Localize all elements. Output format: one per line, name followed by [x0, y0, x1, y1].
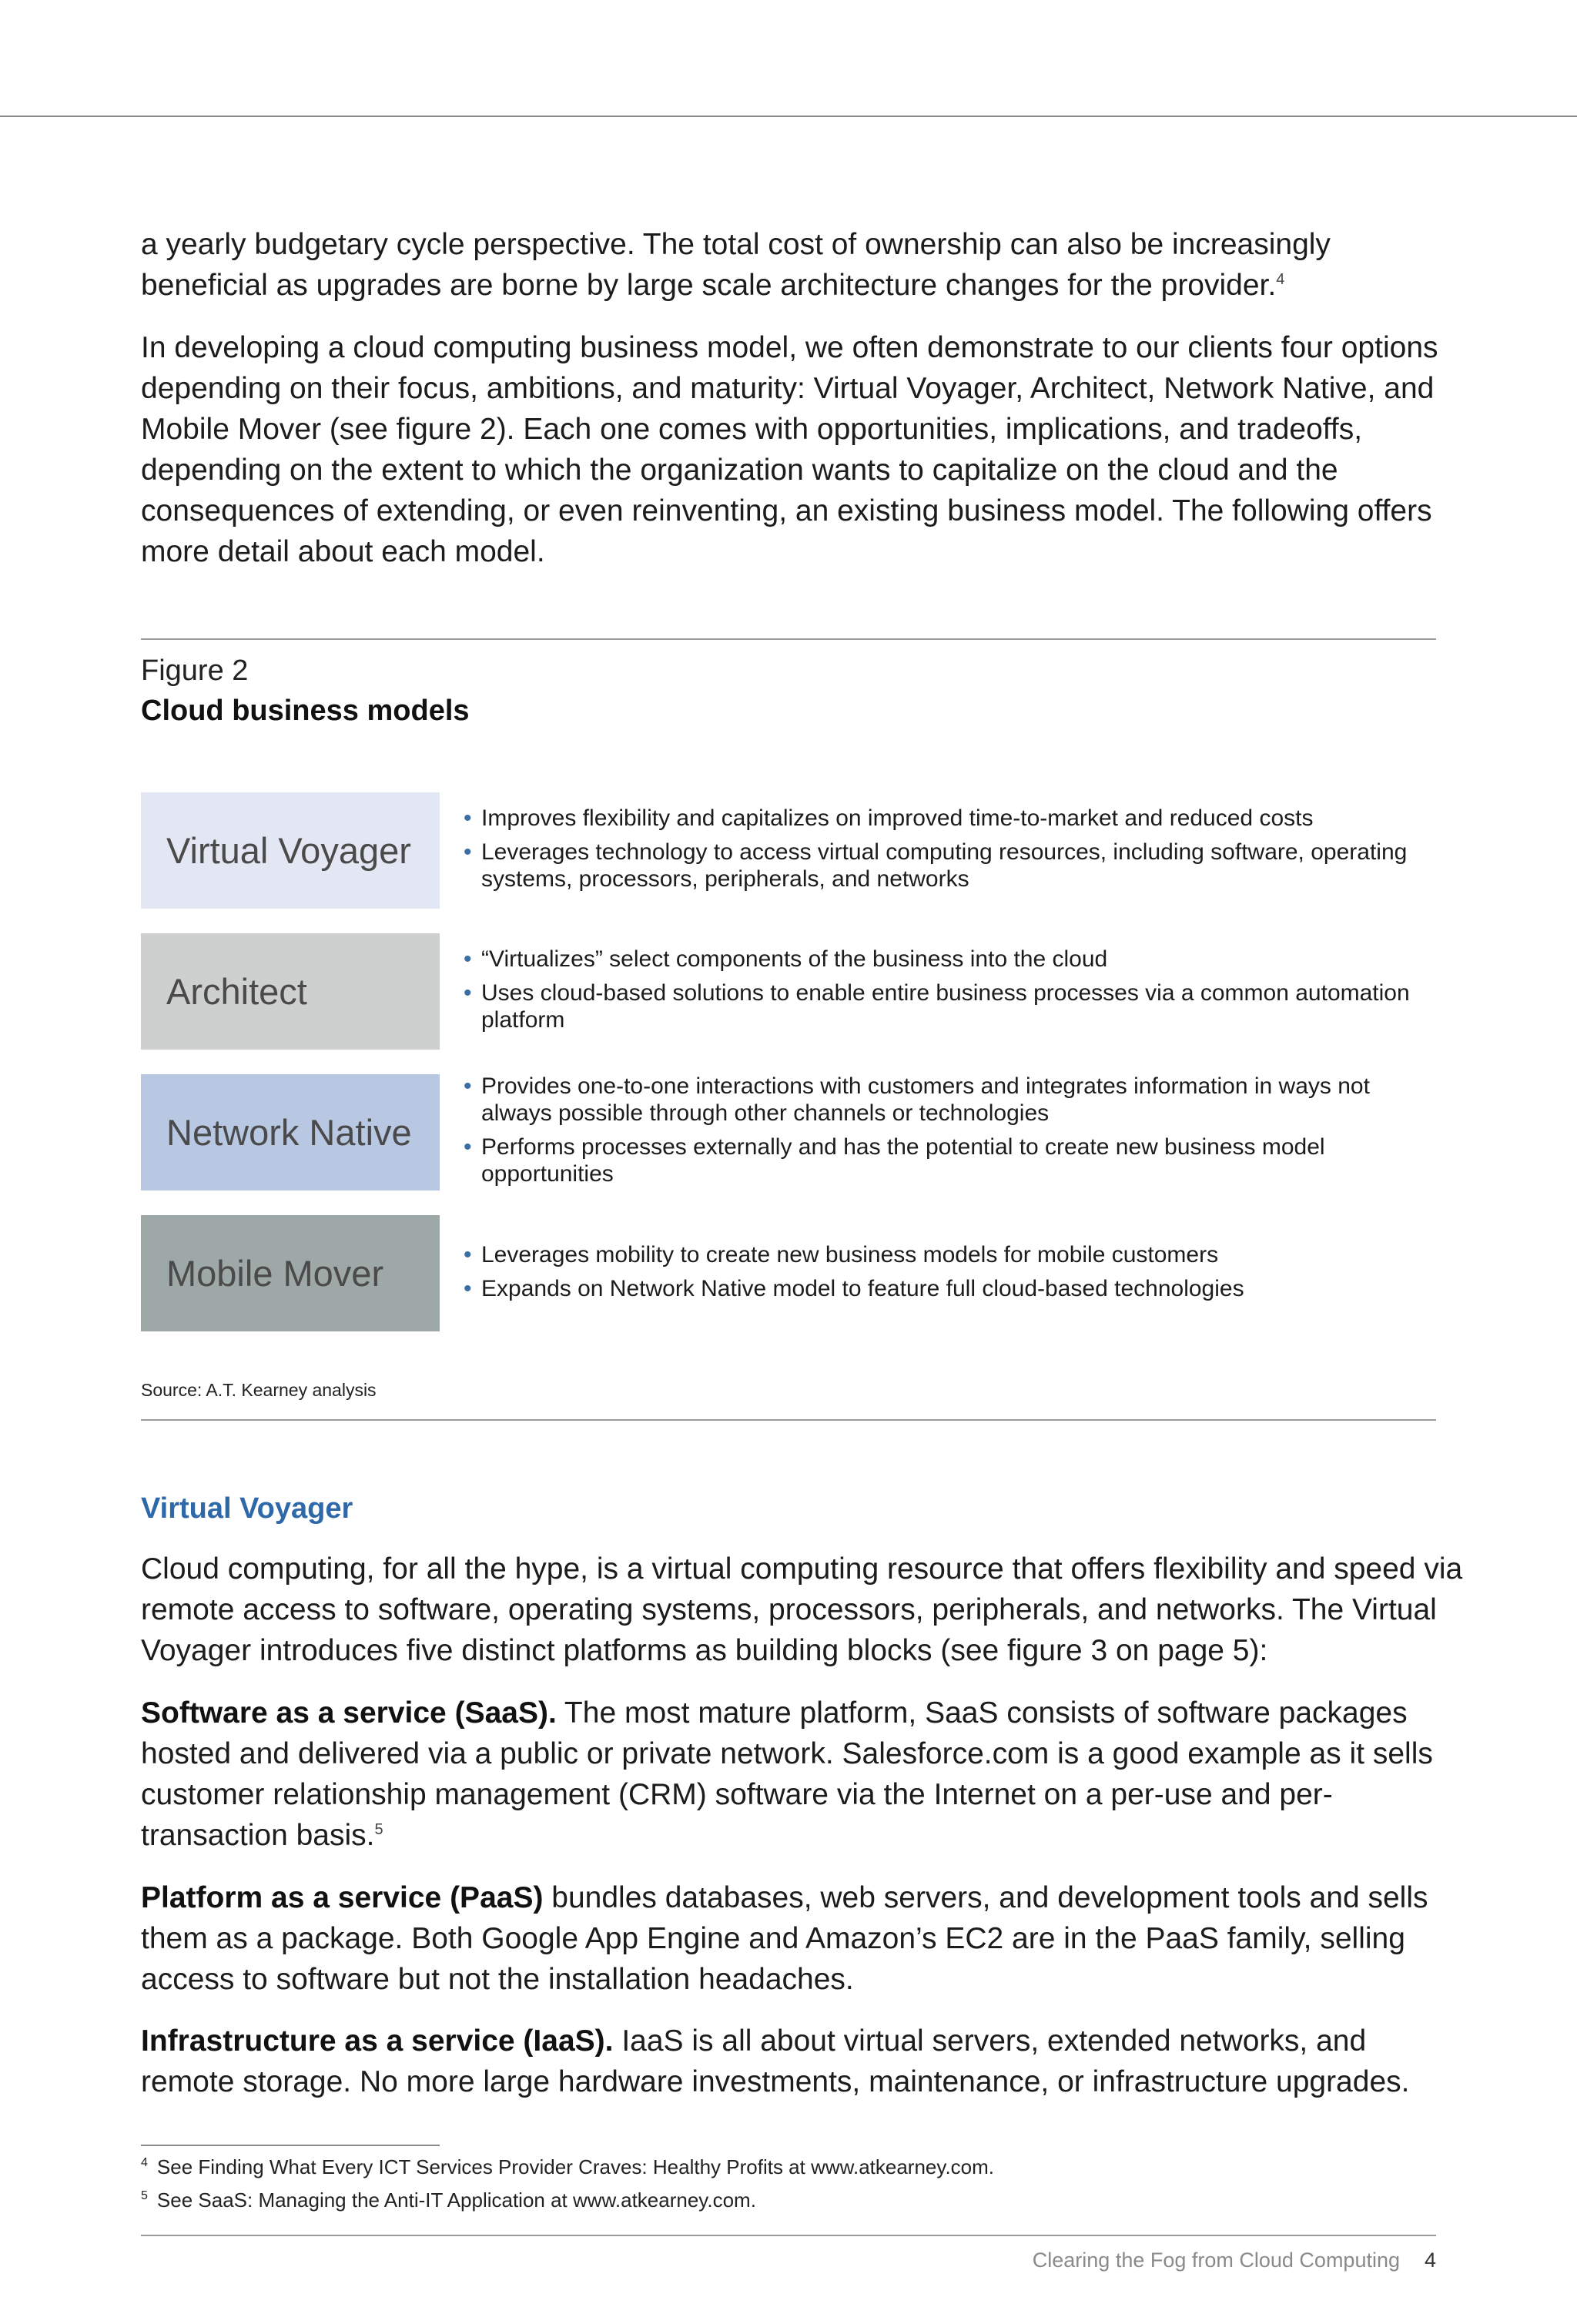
footnote-ref-4[interactable]: 4 — [1276, 271, 1285, 288]
footnote-ref-5[interactable]: 5 — [374, 1821, 383, 1838]
bullet-icon: • — [464, 1242, 472, 1267]
iaas-paragraph: Infrastructure as a service (IaaS). IaaS is all about virtual servers, extended networks, and remote storage. No more large hardware investments, maintenance, or infrastructure upgrades. — [141, 2024, 1410, 2098]
bullet-item: • Leverages technology to access virtual computing resources, including software, operating systems, processors, peripherals, and networks — [464, 839, 1408, 892]
bullet-icon: • — [464, 1134, 472, 1160]
iaas-term: Infrastructure as a service (IaaS). — [141, 2024, 614, 2058]
footer-rule — [141, 2235, 1436, 2236]
body-paragraph-2: In developing a cloud computing business model, we often demonstrate to our clients four options depending on their focus, ambitions, and maturity: Virtual Voyager, Architect, Network Native, and Mobile Mover (see figure 2). Each one comes with opportunities, implications, and tradeoffs, depending on the extent to which the organization wants to capitalize on the cloud and the consequences of extending, or even reinventing, an existing business model. The following offers more detail about each model. — [141, 331, 1438, 568]
model-bullets-network-native — [462, 1073, 1417, 1194]
bullet-icon: • — [464, 839, 472, 865]
model-bullets-architect — [462, 946, 1417, 1040]
body-paragraph-1: a yearly budgetary cycle perspective. The total cost of ownership can also be increasingly beneficial as upgrades are borne by large scale architecture changes for the provider.$^4$ — [141, 228, 1331, 302]
header-rule — [0, 116, 1577, 117]
bullet-item: • Provides one-to-one interactions with customers and integrates information in ways not always possible through other channels or technologies — [464, 1073, 1370, 1126]
bullet-item: • Leverages mobility to create new business models for mobile customers — [464, 1242, 1219, 1267]
figure-bottom-rule — [141, 1419, 1436, 1421]
bullet-icon: • — [464, 1276, 472, 1301]
bullet-icon: • — [464, 805, 472, 831]
figure-top-rule — [141, 638, 1436, 640]
body-paragraph-3: Cloud computing, for all the hype, is a virtual computing resource that offers flexibility and speed via remote access to software, operating systems, processors, peripherals, and networks. The Virtual Voyager introduces five distinct platforms as building blocks (see figure 3 on page 5): — [141, 1552, 1463, 1667]
model-box-mobile-mover: Mobile Mover — [141, 1215, 440, 1331]
page-number: 4 — [1424, 2249, 1436, 2272]
bullet-item: • Performs processes externally and has the potential to create new business model opportunities — [464, 1134, 1325, 1187]
footnote-4: $^4$ See Finding What Every ICT Services Provider Craves: Healthy Profits at www.atkearney.com. — [141, 2155, 995, 2178]
bullet-icon: • — [464, 946, 472, 972]
bullet-item: • “Virtualizes” select components of the business into the cloud — [464, 946, 1108, 972]
paas-paragraph: Platform as a service (PaaS) bundles databases, web servers, and development tools and sells them as a package. Both Google App Engine and Amazon’s EC2 are in the PaaS family, selling access to software but not the installation headaches. — [141, 1881, 1428, 1996]
model-box-virtual-voyager: Virtual Voyager — [141, 792, 440, 909]
model-bullets-virtual-voyager — [462, 805, 1417, 899]
footer-title: Clearing the Fog from Cloud Computing — [1032, 2249, 1400, 2272]
bullet-item: • Improves flexibility and capitalizes on improved time-to-market and reduced costs — [464, 805, 1314, 831]
figure-source: Source: A.T. Kearney analysis — [141, 1380, 377, 1400]
paas-term: Platform as a service (PaaS) — [141, 1881, 544, 1914]
model-box-architect: Architect — [141, 933, 440, 1050]
footnote-rule — [141, 2145, 440, 2146]
model-box-network-native: Network Native — [141, 1074, 440, 1190]
footnote-5: $^5$ See SaaS: Managing the Anti-IT Application at www.atkearney.com. — [141, 2188, 756, 2212]
bullet-item: • Expands on Network Native model to feature full cloud-based technologies — [464, 1276, 1244, 1301]
saas-paragraph: Software as a service (SaaS). The most mature platform, SaaS consists of software packages hosted and delivered via a public or private network. Salesforce.com is a good example as it sells customer relationship management (CRM) software via the Internet on a per-use and per-transaction basis.$^5$ — [141, 1696, 1433, 1852]
section-heading: Virtual Voyager — [141, 1492, 353, 1525]
model-bullets-mobile-mover — [462, 1241, 1417, 1309]
figure-title: Cloud business models — [141, 695, 470, 727]
bullet-item: • Uses cloud-based solutions to enable entire business processes via a common automation platform — [464, 980, 1410, 1033]
bullet-icon: • — [464, 980, 472, 1006]
saas-term: Software as a service (SaaS). — [141, 1696, 557, 1730]
figure-label: Figure 2 — [141, 655, 249, 687]
bullet-icon: • — [464, 1073, 472, 1099]
